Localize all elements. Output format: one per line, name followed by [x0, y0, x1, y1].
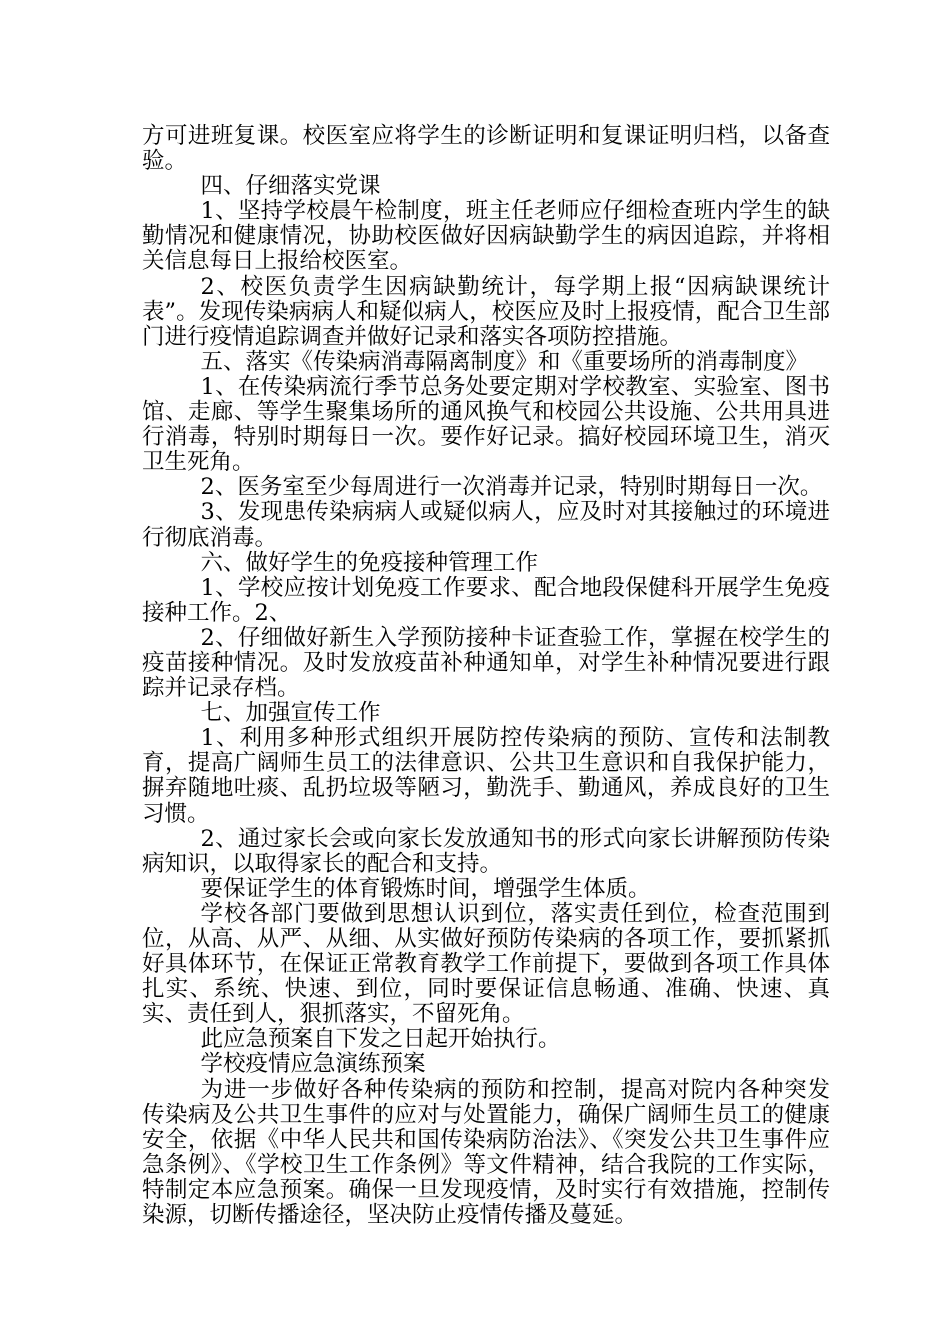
paragraph: 要保证学生的体育锻炼时间，增强学生体质。: [200, 875, 651, 902]
section-heading-6: 六、做好学生的免疫接种管理工作: [200, 549, 539, 576]
paragraph: 学校各部门要做到思想认识到位，落实责任到位，检查范围到位，从高、从严、从细、从实做好预防传染病的各项工作，要抓紧抓好具体环节，在保证正常教育教学工作前提下，要做到各项工作具体扎实、系统、快速、到位，同时要保证信息畅通、准确、快速、真实、责任到人，狠抓落实，不留死角。: [142, 900, 830, 1028]
paragraph: 此应急预案自下发之日起开始执行。: [200, 1026, 561, 1053]
paragraph: 2、医务室至少每周进行一次消毒并记录，特别时期每日一次。: [200, 474, 823, 501]
paragraph: 3、发现患传染病病人或疑似病人，应及时对其接触过的环境进行彻底消毒。: [142, 499, 830, 551]
paragraph: 2、仔细做好新生入学预防接种卡证查验工作，掌握在校学生的疫苗接种情况。及时发放疫苗补种通知单，对学生补种情况要进行跟踪并记录存档。: [142, 624, 830, 702]
paragraph: 方可进班复课。校医室应将学生的诊断证明和复课证明归档，以备查验。: [142, 123, 830, 175]
section-heading-5: 五、落实《传染病消毒隔离制度》和《重要场所的消毒制度》: [200, 348, 809, 375]
document-page: [142, 124, 830, 1228]
paragraph: 2、校医负责学生因病缺勤统计，每学期上报“因病缺课统计表”。发现传染病病人和疑似病人，校医应及时上报疫情，配合卫生部门进行疫情追踪调查并做好记录和落实各项防控措施。: [142, 273, 830, 350]
document-title: 学校疫情应急演练预案: [200, 1051, 426, 1078]
paragraph: 1、坚持学校晨午检制度，班主任老师应仔细检查班内学生的缺勤情况和健康情况，协助校医做好因病缺勤学生的病因追踪，并将相关信息每日上报给校医室。: [142, 198, 830, 275]
section-heading-7: 七、加强宣传工作: [200, 700, 381, 727]
paragraph: 1、学校应按计划免疫工作要求、配合地段保健科开展学生免疫接种工作。2、: [142, 574, 830, 626]
section-heading-4: 四、仔细落实党课: [200, 173, 381, 200]
paragraph: 为进一步做好各种传染病的预防和控制，提高对院内各种突发传染病及公共卫生事件的应对与处置能力，确保广阔师生员工的健康安全，依据《中华人民共和国传染病防治法》、《突发公共卫生事件应急条例》、《学校卫生工作条例》等文件精神，结合我院的工作实际，特制定本应急预案。确保一旦发现疫情，及时实行有效措施，控制传染源，切断传播途径，坚决防止疫情传播及蔓延。: [142, 1076, 830, 1229]
paragraph: 1、在传染病流行季节总务处要定期对学校教室、实验室、图书馆、走廊、等学生聚集场所的通风换气和校园公共设施、公共用具进行消毒，特别时期每日一次。要作好记录。搞好校园环境卫生，消灭卫生死角。: [142, 373, 830, 476]
paragraph: 2、通过家长会或向家长发放通知书的形式向家长讲解预防传染病知识，以取得家长的配合和支持。: [142, 825, 830, 877]
paragraph: 1、利用多种形式组织开展防控传染病的预防、宣传和法制教育，提高广阔师生员工的法律意识、公共卫生意识和自我保护能力，摒弃随地吐痰、乱扔垃圾等陋习，勤洗手、勤通风，养成良好的卫生习惯。: [142, 725, 830, 827]
